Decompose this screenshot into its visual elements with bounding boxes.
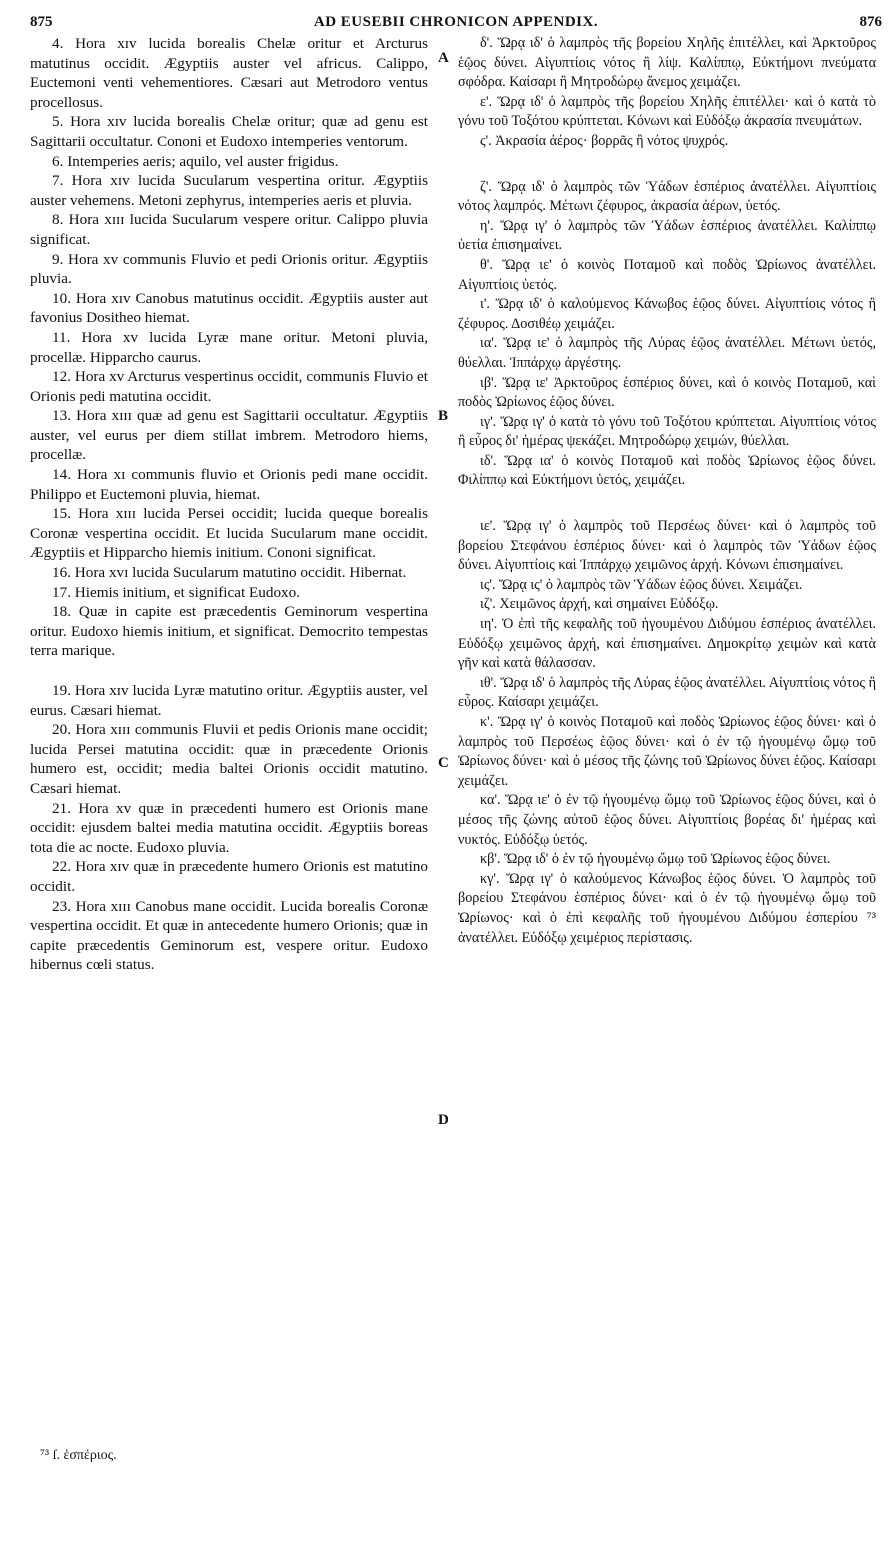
greek-entry: ιζ'. Χειμῶνος ἀρχή, καὶ σημαίνει Εὐδόξῳ.: [480, 596, 719, 613]
margin-marker: D: [438, 1112, 449, 1128]
latin-entry: 11. Hora xv lucida Lyræ mane oritur. Metoni pluvia, procellæ. Hipparcho caurus.: [30, 328, 428, 366]
greek-entry: κγ'. Ὥρᾳ ιγ' ὁ καλούμενος Κάνωβος ἑῷος δύνει. Ὁ λαμπρὸς τοῦ βορείου Στεφάνου ἑσπέριος δύνει· καὶ ὁ ἐν τῷ ἡγουμένῳ ὤμῳ τοῦ Ὠρίωνος· καὶ ὁ ἐπὶ κεφαλῆς τοῦ ἡγουμένου Διδύμου ἑσπερίου ⁷³ ἀνατέλλει. Εὐδόξῳ χειμέριος περίστασις.: [458, 870, 876, 946]
running-title: AD EUSEBII CHRONICON APPENDIX.: [313, 14, 599, 30]
page-number-left: 875: [30, 14, 53, 30]
greek-entry: ια'. Ὥρᾳ ιε' ὁ λαμπρὸς τῆς Λύρας ἑῷος ἀνατέλλει. Μέτωνι ὑετός, θύελλαι. Ἱππάρχῳ ἀργέστης.: [458, 335, 876, 371]
latin-entry: 8. Hora xɪɪɪ lucida Sucularum vespere oritur. Calippo pluvia significat.: [30, 211, 428, 248]
latin-column: [30, 34, 428, 975]
greek-entry: κα'. Ὥρᾳ ιε' ὁ ἐν τῷ ἡγουμένῳ ὤμῳ τοῦ Ὠρίωνος ἑῷος δύνει, καὶ ὁ μέσος τῆς ζώνης αὐτοῦ ἑῷος δύνει. Αἰγυπτίοις βορέας δι' ἡμέρας καὶ νυκτός. Εὐδόξῳ ὑετός.: [458, 792, 876, 848]
latin-entry: 4. Hora xɪv lucida borealis Chelæ oritur et Arcturus matutinus occidit. Ægyptiis auster vel africus. Calippo, Euctemoni venti vehementiores. Cæsari aut Metrodoro ventus procellosus.: [30, 35, 428, 111]
latin-entry: 15. Hora xɪɪɪ lucida Persei occidit; lucida queque borealis Coronæ vespertina occidit. Et lucida Sucularum mane occidit. Ægyptiis et Hipparcho hiemis initium. Cononi significat.: [30, 505, 428, 562]
greek-entry: ιθ'. Ὥρᾳ ιδ' ὁ λαμπρὸς τῆς Λύρας ἑῷος ἀνατέλλει. Αἰγυπτίοις νότος ἢ εὖρος. Καίσαρι χειμάζει.: [458, 674, 876, 711]
latin-entry: 18. Quæ in capite est præcedentis Geminorum vespertina oritur. Eudoxo hiemis initium, et significat. Democrito tempestas terra marique.: [30, 603, 428, 660]
greek-entry: ιδ'. Ὥρᾳ ια' ὁ κοινὸς Ποταμοῦ καὶ ποδὸς Ὠρίωνος ἑῷος δύνει. Φιλίππῳ καὶ Εὐκτήμονι ὑετός, χειμάζει.: [458, 452, 876, 489]
latin-entry: 23. Hora xɪɪɪ Canobus mane occidit. Lucida borealis Coronæ vespertina occidit. Et quæ in antecedente humero Orionis; quæ in capite præcedentis Geminorum est, vespere oritur. Eudoxo hibernus cœli status.: [30, 897, 428, 974]
latin-entry: 21. Hora xv quæ in præcedenti humero est Orionis mane occidit: ejusdem baltei media matutina occidit. Ægyptiis boreas tota die ac nocte. Eudoxo pluvia.: [30, 799, 428, 856]
margin-marker: A: [438, 50, 449, 66]
greek-entry: κβ'. Ὥρᾳ ιδ' ὁ ἐν τῷ ἡγουμένῳ ὤμῳ τοῦ Ὠρίωνος ἑῷος δύνει.: [480, 851, 831, 868]
latin-entry: 6. Intemperies aeris; aquilo, vel auster frigidus.: [52, 152, 339, 170]
greek-entry: η'. Ὥρᾳ ιγ' ὁ λαμπρὸς τῶν Ὑάδων ἑσπέριος ἀνατέλλει. Καλίππῳ ὑετία ἐπισημαίνει.: [458, 217, 876, 254]
latin-entry: 5. Hora xɪv lucida borealis Chelæ oritur; quæ ad genu est Sagittarii occultatur. Cononi et Eudoxo intemperies ventorum.: [30, 113, 428, 150]
greek-entry: ιη'. Ὁ ἐπὶ τῆς κεφαλῆς τοῦ ἡγουμένου Διδύμου ἑσπέριος ἀνατέλλει. Εὐδόξῳ χειμῶνος ἀρχή, καὶ ἐπισημαίνει. Δημοκρίτῳ χειμὼν καὶ κατὰ γῆν καὶ κατὰ θάλασσαν.: [458, 616, 876, 672]
greek-entry: ιε'. Ὥρᾳ ιγ' ὁ λαμπρὸς τοῦ Περσέως δύνει· καὶ ὁ λαμπρὸς τοῦ βορείου Στεφάνου ἑσπέριος δύνει· καὶ ὁ λαμπρὸς τῶν Ὑάδων ἑῷος δύνει. Αἰγυπτίοις καὶ Ἱππάρχῳ χειμῶνος ἀρχή. Κόνωνι ἐπισημαίνει.: [458, 518, 876, 574]
greek-entry: ι'. Ὥρᾳ ιδ' ὁ καλούμενος Κάνωβος ἑῷος δύνει. Αἰγυπτίοις νότος ἢ ζέφυρος. Δοσιθέῳ χειμάζει.: [458, 296, 876, 332]
greek-entry: θ'. Ὥρᾳ ιε' ὁ κοινὸς Ποταμοῦ καὶ ποδὸς Ὠρίωνος ἀνατέλλει. Αἰγυπτίοις ὑετός.: [458, 256, 876, 293]
latin-entry: 7. Hora xɪv lucida Sucularum vespertina oritur. Ægyptiis auster vehemens. Metoni zephyrus, intemperies aeris et pluvia.: [30, 172, 428, 209]
greek-entry: ς'. Ἀκρασία ἀέρος· βορρᾶς ἢ νότος ψυχρός.: [480, 132, 729, 149]
greek-entry: ζ'. Ὥρᾳ ιδ' ὁ λαμπρὸς τῶν Ὑάδων ἑσπέριος ἀνατέλλει. Αἰγυπτίοις νότος λαμπρός. Μέτωνι ζέφυρος, ἀκρασία ἀέρων, ὑετός.: [458, 178, 876, 215]
latin-entry: 22. Hora xɪv quæ in præcedente humero Orionis est matutino occidit.: [30, 858, 428, 895]
latin-entry: 14. Hora xɪ communis fluvio et Orionis pedi mane occidit. Philippo et Euctemoni pluvia, hiemat.: [30, 466, 428, 503]
greek-entry: ιγ'. Ὥρᾳ ιγ' ὁ κατὰ τὸ γόνυ τοῦ Τοξότου κρύπτεται. Αἰγυπτίοις νότος ἢ εὖρος δι' ἡμέρας ψεκάζει. Μητροδώρῳ χειμών, θύελλαι.: [458, 413, 876, 450]
greek-entry: κ'. Ὥρᾳ ιγ' ὁ κοινὸς Ποταμοῦ καὶ ποδὸς Ὠρίωνος ἑῷος δύνει· καὶ ὁ λαμπρὸς τοῦ Περσέως ἑῷος δύνει· καὶ ὁ ἐν τῷ ἡγουμένῳ ὤμῳ τοῦ Ὠρίωνος δύνει· καὶ ὁ μέσος τῆς ζώνης τοῦ Ὠρίωνος δύνει ἑῷος. Καίσαρι χειμάζει.: [458, 714, 876, 789]
latin-entry: 13. Hora xɪɪɪ quæ ad genu est Sagittarii occultatur. Ægyptiis auster, vel eurus per diem stillat imbrem. Metrodoro hiems, procellæ.: [30, 407, 428, 464]
greek-entry: ε'. Ὥρᾳ ιδ' ὁ λαμπρὸς τῆς βορείου Χηλῆς ἐπιτέλλει· καὶ ὁ κατὰ τὸ γόνυ τοῦ Τοξότου κρύπτεται. Κόνωνι καὶ Εὐδόξῳ ἀκρασία πνευμάτων.: [458, 93, 876, 130]
footnote: ⁷³ ſ. ἑσπέριος.: [40, 1448, 117, 1463]
latin-entry: 19. Hora xɪv lucida Lyræ matutino oritur. Ægyptiis auster, vel eurus. Cæsari hiemat.: [30, 682, 428, 719]
latin-entry: 20. Hora xɪɪɪ communis Fluvii et pedis Orionis mane occidit; lucida Persei matutina occidit: quæ in præcedente Orionis humero est, occidit; media baltei Orionis occidit matutino. Cæsari hiemat.: [30, 721, 428, 797]
latin-entry: 10. Hora xɪv Canobus matutinus occidit. Ægyptiis auster aut favonius Dositheo hiemat.: [30, 289, 428, 327]
latin-entry: 17. Hiemis initium, et significat Eudoxo.: [52, 583, 301, 601]
greek-entry: ις'. Ὥρᾳ ις' ὁ λαμπρὸς τῶν Ὑάδων ἑῷος δύνει. Χειμάζει.: [480, 576, 803, 593]
running-header: [30, 14, 882, 36]
latin-entry: 16. Hora xvɪ lucida Sucularum matutino occidit. Hibernat.: [52, 564, 407, 582]
margin-marker: C: [438, 755, 449, 771]
greek-entry: ιβ'. Ὥρᾳ ιε' Ἀρκτοῦρος ἑσπέριος δύνει, καὶ ὁ κοινὸς Ποταμοῦ, καὶ ποδὸς Ὠρίωνος ἑῷος δύνει.: [458, 374, 876, 411]
margin-marker: B: [438, 408, 449, 424]
latin-entry: 9. Hora xv communis Fluvio et pedi Orionis oritur. Ægyptiis pluvia.: [30, 250, 428, 288]
greek-entry: δ'. Ὥρᾳ ιδ' ὁ λαμπρὸς τῆς βορείου Χηλῆς ἐπιτέλλει, καὶ Ἀρκτοῦρος ἑῷος δύνει. Αἰγυπτίοις νότος ἢ λίψ. Καλίππῳ, Εὐκτήμονι πνεύματα σφόδρα. Καίσαρι ἢ Μητροδώρῳ ἄνεμος χειμάζει.: [458, 35, 876, 91]
page-number-right: 876: [859, 14, 882, 30]
greek-column: [458, 34, 876, 948]
latin-entry: 12. Hora xv Arcturus vespertinus occidit, communis Fluvio et Orionis pedi matutina occidit.: [30, 368, 428, 405]
